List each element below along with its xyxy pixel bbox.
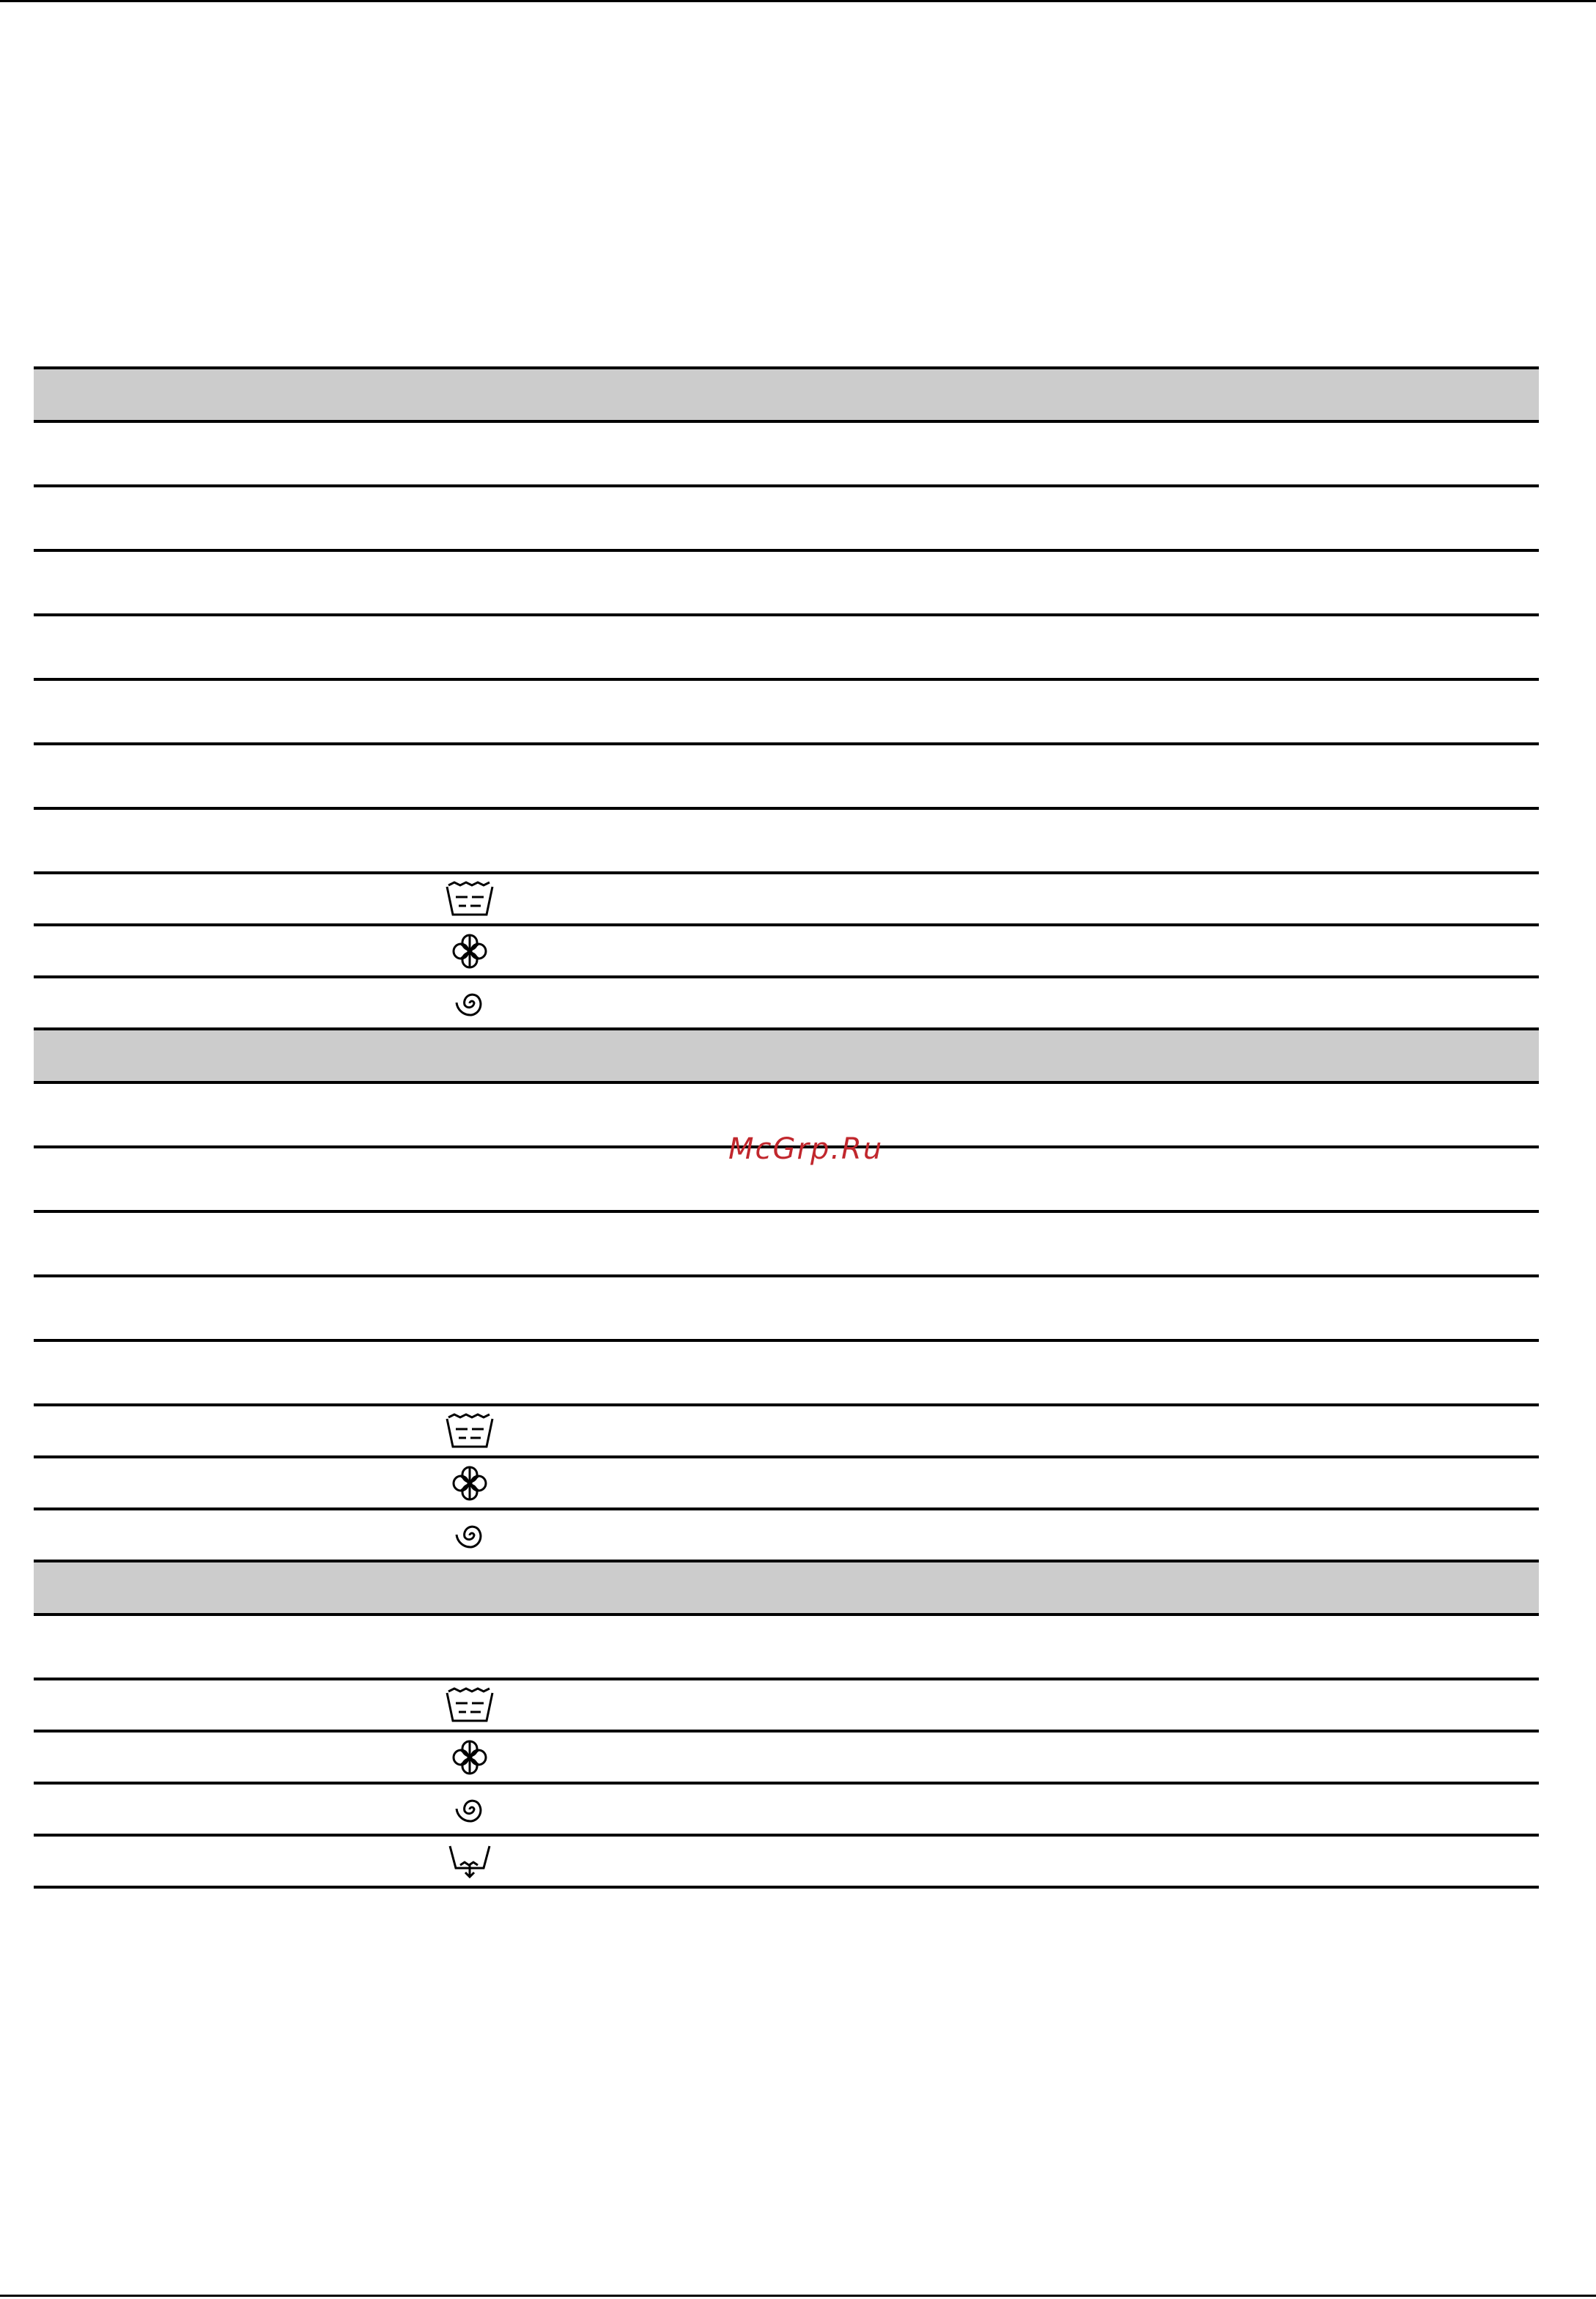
table-section-header bbox=[34, 1562, 1539, 1616]
table-row bbox=[34, 745, 1539, 810]
table-row bbox=[34, 926, 1539, 978]
rinse-flower-icon bbox=[411, 926, 528, 975]
wash-basin-icon bbox=[411, 1680, 528, 1730]
drain-icon bbox=[411, 1837, 528, 1886]
spin-spiral-icon bbox=[411, 1510, 528, 1560]
rinse-flower-icon bbox=[411, 1732, 528, 1782]
watermark: McGrp.Ru bbox=[728, 1132, 884, 1166]
wash-basin-icon bbox=[411, 1406, 528, 1455]
wash-basin-icon bbox=[411, 874, 528, 923]
rinse-flower-icon bbox=[411, 1458, 528, 1508]
table-row bbox=[34, 978, 1539, 1030]
table-row bbox=[34, 1680, 1539, 1732]
table-row bbox=[34, 552, 1539, 616]
table-row bbox=[34, 1510, 1539, 1562]
spin-spiral-icon bbox=[411, 978, 528, 1027]
table-row bbox=[34, 1342, 1539, 1406]
table-row bbox=[34, 1837, 1539, 1889]
bottom-page-rule bbox=[0, 2295, 1596, 2297]
table-row bbox=[34, 487, 1539, 552]
table-row bbox=[34, 1458, 1539, 1510]
table-section-header bbox=[34, 1030, 1539, 1084]
table-row bbox=[34, 810, 1539, 874]
table-row bbox=[34, 616, 1539, 681]
table-row bbox=[34, 874, 1539, 926]
program-table bbox=[34, 366, 1539, 1889]
table-row bbox=[34, 1616, 1539, 1680]
table-row bbox=[34, 1732, 1539, 1785]
table-row bbox=[34, 681, 1539, 745]
table-row bbox=[34, 1785, 1539, 1837]
table-section-header bbox=[34, 369, 1539, 423]
table-row bbox=[34, 1277, 1539, 1342]
table-row bbox=[34, 423, 1539, 487]
top-page-rule bbox=[0, 0, 1596, 2]
table-row bbox=[34, 1213, 1539, 1277]
spin-spiral-icon bbox=[411, 1785, 528, 1834]
table-row bbox=[34, 1406, 1539, 1458]
